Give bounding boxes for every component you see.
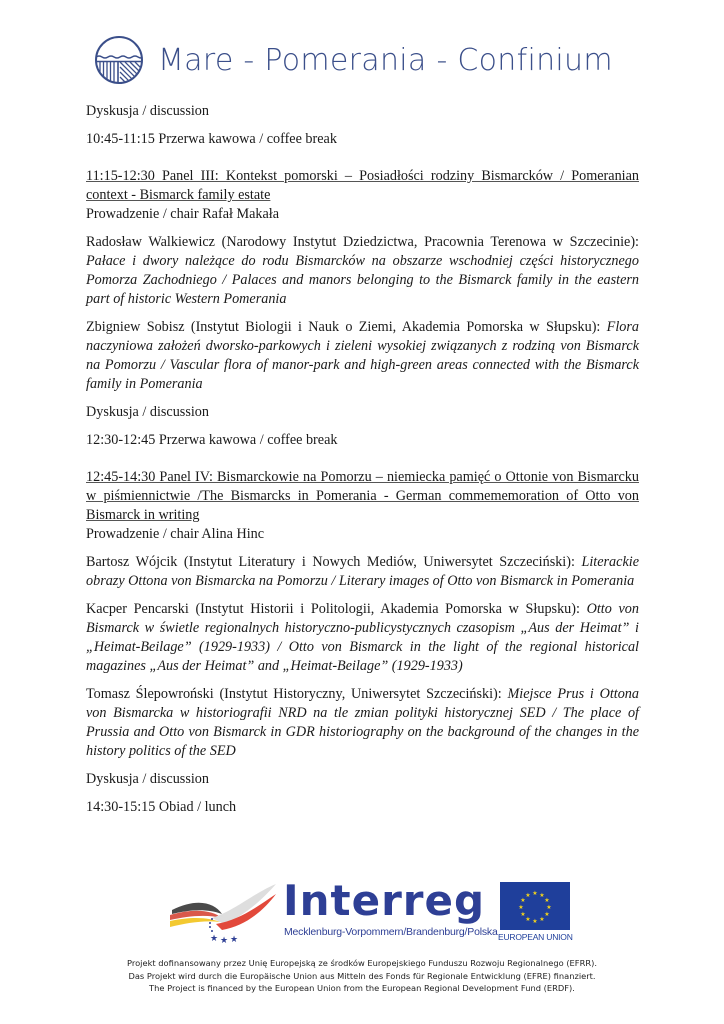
talk-item: [86, 600, 639, 676]
talk-speaker: Kacper Pencarski (Instytut Historii i Politologii, Akademia Pomorska w Słupsku):: [86, 601, 587, 617]
svg-text:★: ★: [210, 934, 219, 944]
talk-title: Flora naczyniowa założeń dworsko-parkowych i zieleni wysokiej związanych z rodziną von Bismarck na Pomorzu / Vascular flora of manor-park and high-green areas connected with the Bismarck family in Pomerania: [86, 319, 639, 392]
discussion-item: Dyskusja / discussion: [86, 771, 209, 787]
svg-text:★: ★: [520, 897, 526, 904]
funding-logos: [166, 876, 576, 944]
discussion-item: Dyskusja / discussion: [86, 404, 209, 420]
svg-text:★: ★: [532, 918, 538, 925]
page-header: [94, 33, 613, 87]
de-pl-swoosh-logo-icon: [166, 880, 278, 944]
talk-title: Pałace i dwory należące do rodu Bismarcków na obszarze wschodniej części historycznego Pomorza Zachodniego / Palaces and manors belonging to the Bismarck family in the eastern part of historic Western Pomerania: [86, 253, 639, 307]
talk-item: [86, 233, 639, 309]
svg-text:★: ★: [539, 892, 545, 899]
talk-item: [86, 685, 639, 761]
brand-title: Mare - Pomerania - Confinium: [158, 42, 613, 78]
eu-flag-icon: [500, 882, 570, 930]
talk-title: Miejsce Prus i Ottona von Bismarcka w historiografii NRD na tle zmian polityki historycznej SED / The place of Prussia and Otto von Bismarck in GDR historiography on the background of the changes in the history politics of the SED: [86, 686, 639, 759]
svg-text:★: ★: [525, 892, 531, 899]
eu-label: EUROPEAN UNION: [498, 932, 573, 942]
talk-item: [86, 553, 639, 591]
panel-3-section: [86, 167, 639, 422]
panel-4-heading: 12:45-14:30 Panel IV: Bismarckowie na Pomorzu – niemiecka pamięć o Ottonie von Bismarcku w piśmiennictwie /The Bismarcks in Pomerania - German commememoration of Otto von Bismarck in writing: [86, 469, 639, 523]
talk-item: [86, 318, 639, 394]
svg-text:★: ★: [230, 935, 239, 944]
svg-text:★: ★: [518, 904, 524, 911]
svg-text:★: ★: [220, 936, 229, 944]
program-content: [86, 102, 639, 826]
coffee-break-item: 10:45-11:15 Przerwa kawowa / coffee break: [86, 131, 337, 147]
panel-3-chair: Prowadzenie / chair Rafał Makała: [86, 206, 280, 222]
svg-text:★: ★: [546, 904, 552, 911]
talk-title: Otto von Bismarck w świetle regionalnych historyczno-publicystycznych czasopism „Aus der Heimat” i „Heimat-Beilage” (1929-1933) / Otto von Bismarck in the light of the regional historical magazines „Aus der Heimat” and „Heimat-Beilage” (1929-1933): [86, 601, 639, 674]
svg-text:★: ★: [520, 911, 526, 918]
svg-text:★: ★: [544, 897, 550, 904]
funding-statement: [90, 957, 634, 995]
talk-speaker: Tomasz Ślepowroński (Instytut Historyczny, Uniwersytet Szczeciński):: [86, 686, 508, 702]
interreg-region: Mecklenburg-Vorpommern/Brandenburg/Polska: [284, 926, 498, 938]
talk-speaker: Radosław Walkiewicz (Narodowy Instytut Dziedzictwa, Pracownia Terenowa w Szczecinie):: [86, 234, 639, 250]
panel-4-chair: Prowadzenie / chair Alina Hinc: [86, 526, 265, 542]
funding-line-de: Das Projekt wird durch die Europäische Union aus Mitteln des Fonds für Regionale Entwicklung (EFRE) finanziert.: [128, 970, 596, 981]
panel-4-section: [86, 468, 639, 789]
coffee-break-item: 12:30-12:45 Przerwa kawowa / coffee break: [86, 432, 338, 448]
talk-speaker: Zbigniew Sobisz (Instytut Biologii i Nauk o Ziemi, Akademia Pomorska w Słupsku):: [86, 319, 607, 335]
funding-line-pl: Projekt dofinansowany przez Unię Europejską ze środków Europejskiego Funduszu Rozwoju Regionalnego (EFRR).: [127, 958, 597, 968]
lunch-item: 14:30-15:15 Obiad / lunch: [86, 799, 237, 815]
sea-field-logo-icon: [94, 35, 144, 85]
svg-text:★: ★: [544, 911, 550, 918]
talk-speaker: Bartosz Wójcik (Instytut Literatury i Nowych Mediów, Uniwersytet Szczeciński):: [86, 554, 582, 570]
panel-3-heading: 11:15-12:30 Panel III: Kontekst pomorski – Posiadłości rodziny Bismarcków / Pomeranian context - Bismarck family estate: [86, 168, 639, 203]
svg-text:★: ★: [525, 916, 531, 923]
interreg-wordmark: Interreg: [283, 876, 486, 925]
funding-line-en: The Project is financed by the European Union from the European Regional Development Fund (ERDF).: [149, 983, 575, 993]
talk-title: Literackie obrazy Ottona von Bismarcka na Pomorzu / Literary images of Otto von Bismarck in Pomerania: [86, 554, 639, 589]
svg-text:★: ★: [532, 890, 538, 897]
discussion-item: Dyskusja / discussion: [86, 103, 209, 119]
svg-text:★: ★: [539, 916, 545, 923]
